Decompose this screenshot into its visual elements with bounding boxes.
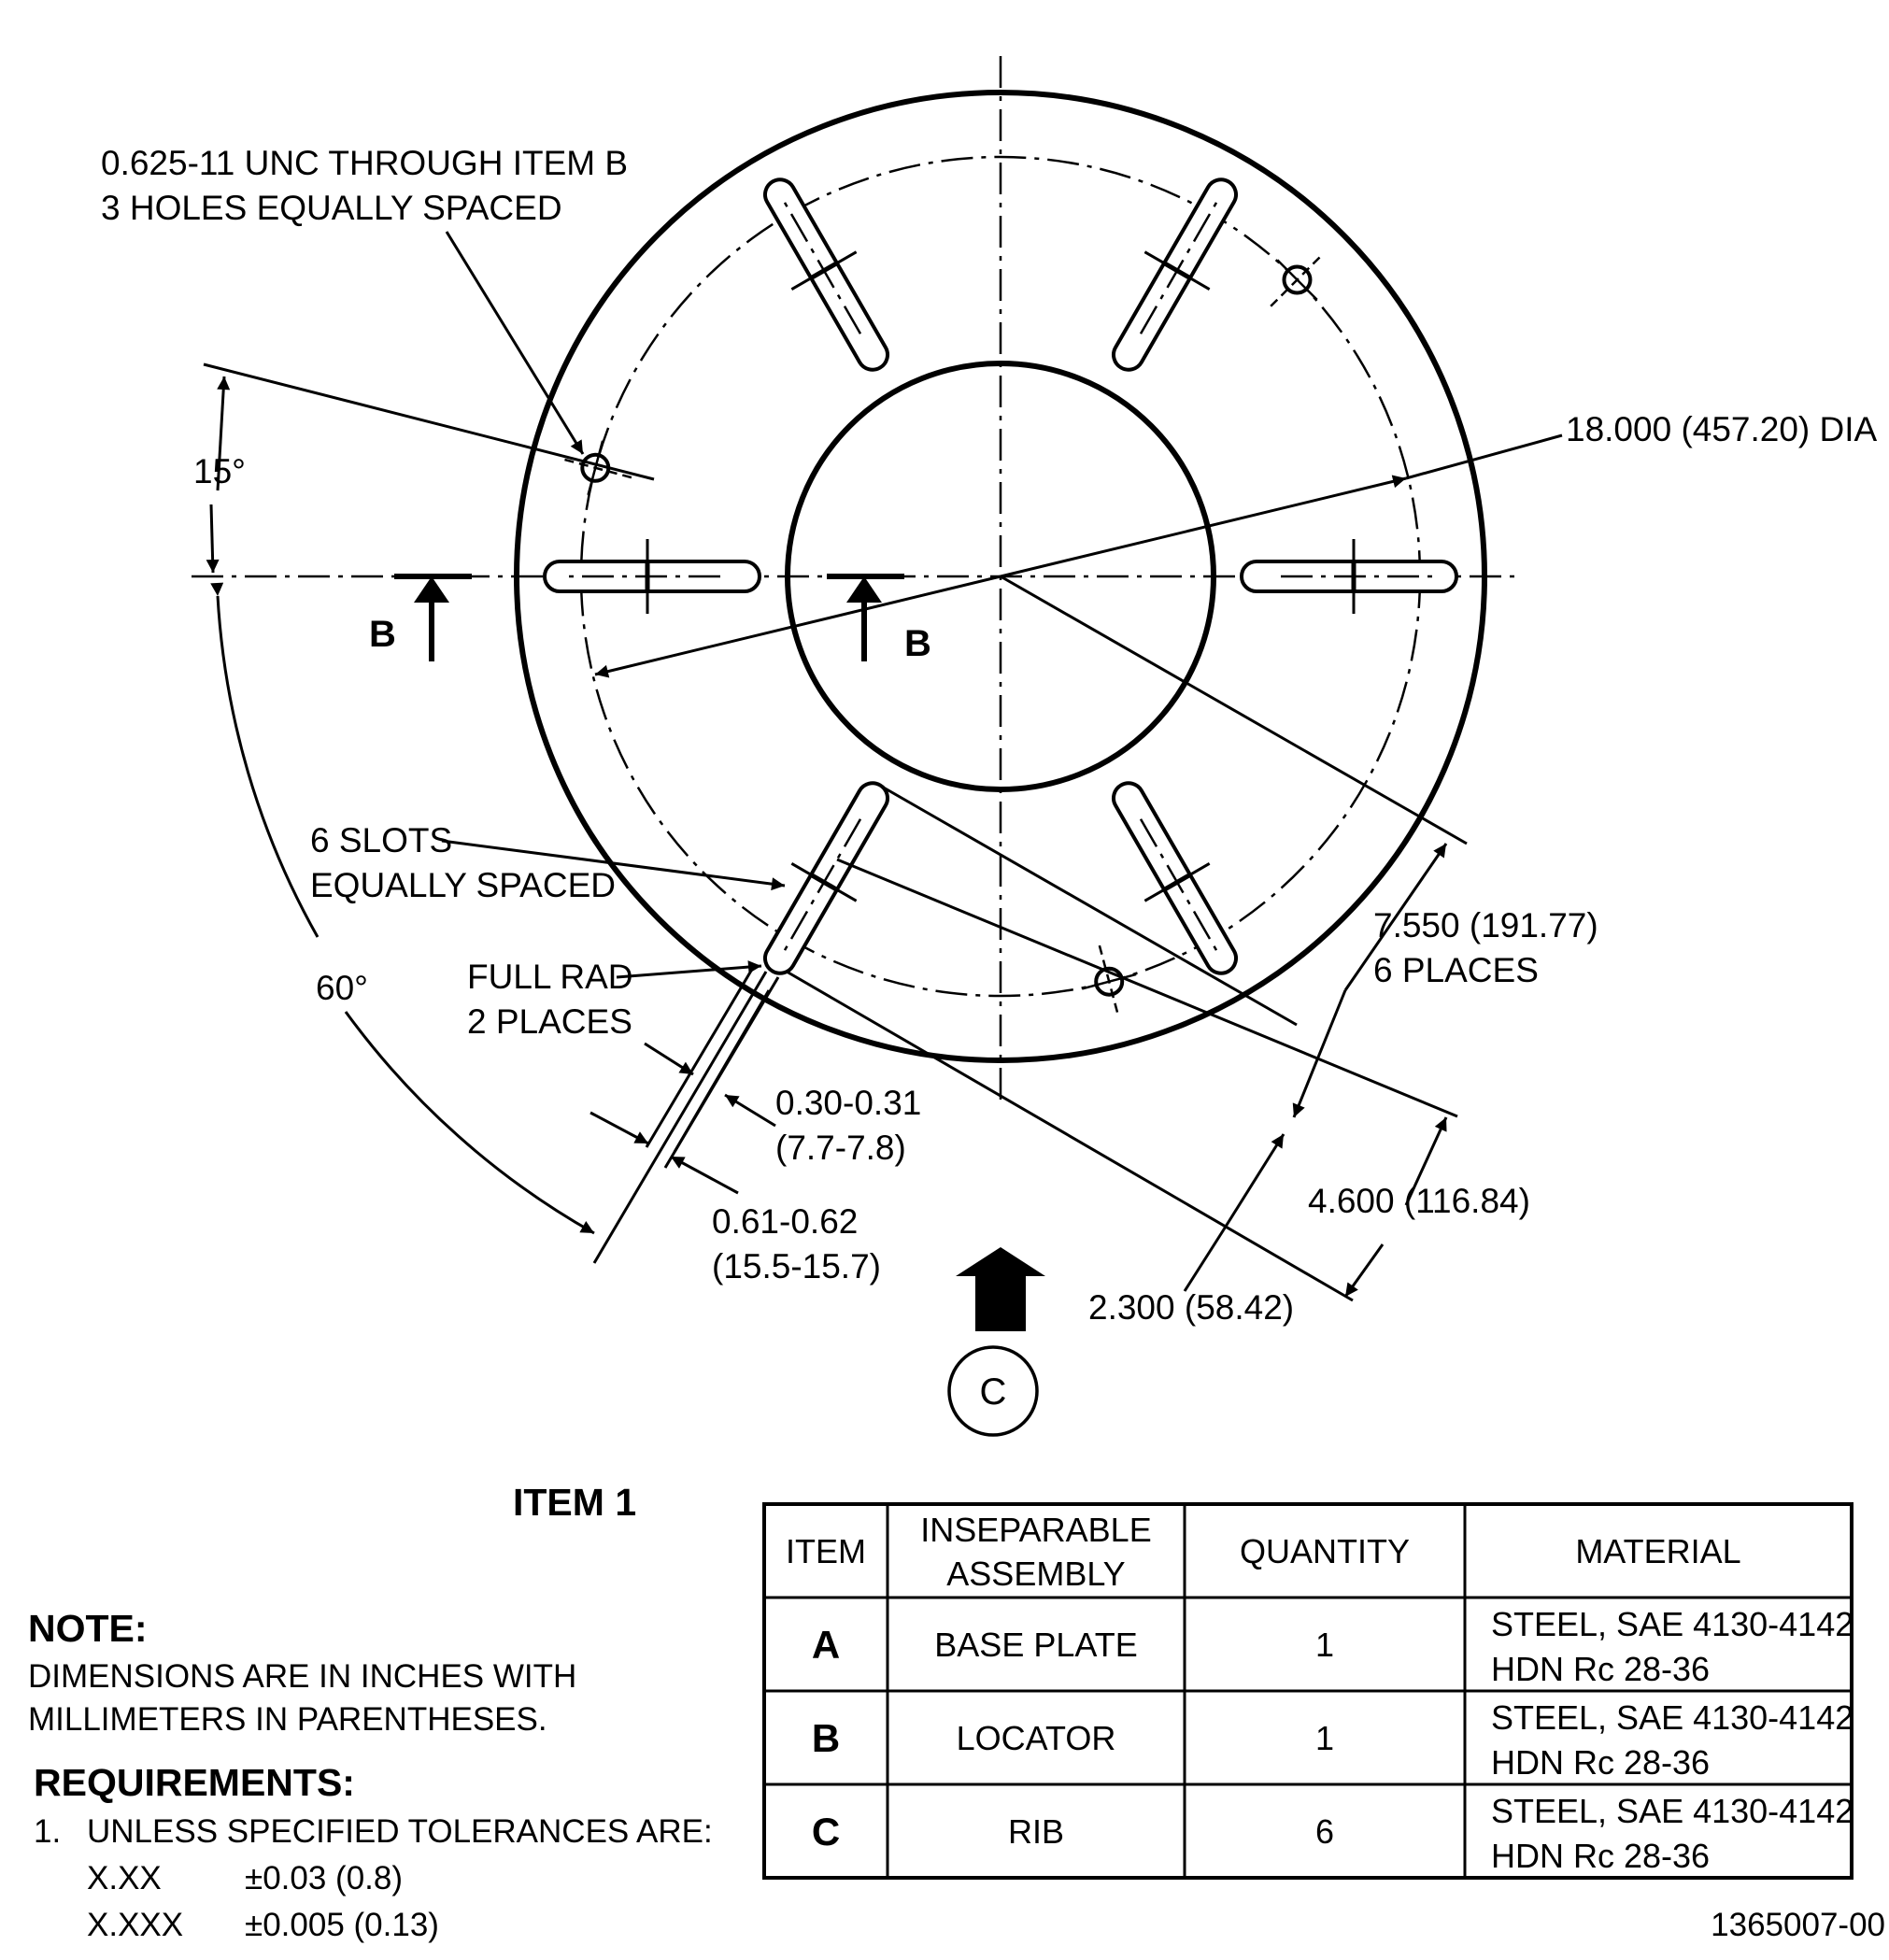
table-cell-quantity: 6 — [1314, 1812, 1335, 1851]
table-cell-assembly: RIB — [1007, 1812, 1065, 1851]
full-rad-callout-line1: FULL RAD — [467, 958, 633, 996]
section-label-left: B — [369, 614, 396, 655]
table-row — [812, 1792, 1853, 1875]
table-cell-material-line2: HDN Rc 28-36 — [1491, 1837, 1711, 1875]
dim-7550-callout-line2: 6 PLACES — [1373, 951, 1539, 989]
table-header-assembly-line2: ASSEMBLY — [946, 1555, 1126, 1593]
table-cell-material-line1: STEEL, SAE 4130-4142 — [1491, 1605, 1854, 1643]
requirement-text: UNLESS SPECIFIED TOLERANCES ARE: — [87, 1813, 713, 1850]
table-row — [812, 1605, 1853, 1688]
dim-2300-callout: 2.300 (58.42) — [1088, 1288, 1295, 1327]
slot — [740, 766, 912, 989]
tolerance-format-1: X.XX — [87, 1860, 162, 1896]
slot — [740, 163, 912, 386]
dim-4600-callout: 4.600 (116.84) — [1308, 1182, 1530, 1220]
table-cell-item: A — [811, 1623, 841, 1667]
view-arrow — [955, 1247, 1046, 1331]
slot — [1088, 163, 1260, 386]
table-rows — [812, 1605, 1853, 1875]
table-cell-assembly: LOCATOR — [956, 1719, 1116, 1757]
tolerance-format-2: X.XXX — [87, 1907, 184, 1943]
tapped-hole-leader — [447, 232, 583, 454]
table-cell-item: C — [811, 1810, 841, 1853]
slot — [545, 539, 760, 614]
slot-length-callout-line2: (15.5-15.7) — [712, 1247, 881, 1285]
slot-length-dimension — [590, 1113, 738, 1193]
angle-60-dimension — [218, 596, 594, 1233]
full-rad-callout-line2: 2 PLACES — [467, 1002, 632, 1041]
angle-60-label: 60° — [316, 969, 368, 1007]
table-cell-material-line1: STEEL, SAE 4130-4142 — [1491, 1792, 1854, 1830]
slot-width-callout-line2: (7.7-7.8) — [775, 1129, 906, 1167]
tolerance-value-1: ±0.03 (0.8) — [245, 1860, 404, 1896]
tapped-hole — [1271, 253, 1324, 306]
drawing-number: 1365007-00 — [1711, 1907, 1885, 1943]
table-cell-material-line1: STEEL, SAE 4130-4142 — [1491, 1698, 1854, 1737]
view-label: C — [979, 1371, 1007, 1413]
tapped-hole-callout-line2: 3 HOLES EQUALLY SPACED — [101, 189, 562, 227]
section-arrow-left — [394, 576, 472, 661]
tolerance-value-2: ±0.005 (0.13) — [245, 1907, 439, 1943]
diameter-dimension — [595, 435, 1562, 675]
slot-width-dimension — [645, 1044, 775, 1126]
note-line1: DIMENSIONS ARE IN INCHES WITH — [28, 1658, 577, 1695]
slots-callout-line2: EQUALLY SPACED — [310, 866, 616, 904]
tapped-hole — [1082, 945, 1136, 1017]
section-arrow-right — [827, 576, 904, 661]
item-title: ITEM 1 — [513, 1481, 637, 1524]
table-cell-quantity: 1 — [1314, 1719, 1335, 1757]
slot — [1242, 539, 1456, 614]
dim-7550-callout-line1: 7.550 (191.77) — [1373, 906, 1598, 944]
table-header-quantity: QUANTITY — [1239, 1532, 1411, 1570]
table-cell-assembly: BASE PLATE — [934, 1626, 1138, 1664]
angle-15-label: 15° — [193, 452, 246, 490]
table-cell-quantity: 1 — [1314, 1626, 1335, 1664]
note-heading: NOTE: — [28, 1607, 148, 1650]
table-cell-material-line2: HDN Rc 28-36 — [1491, 1650, 1711, 1688]
table-header-material: MATERIAL — [1575, 1532, 1741, 1570]
diameter-callout: 18.000 (457.20) DIA — [1566, 410, 1878, 448]
slots-callout-line1: 6 SLOTS — [310, 821, 453, 859]
full-rad-leader — [617, 966, 761, 977]
requirements-heading: REQUIREMENTS: — [34, 1761, 355, 1804]
table-header-item: ITEM — [786, 1532, 866, 1570]
table-cell-item: B — [811, 1716, 841, 1760]
slot-width-callout-line1: 0.30-0.31 — [775, 1084, 922, 1122]
note-line2: MILLIMETERS IN PARENTHESES. — [28, 1701, 547, 1738]
table-cell-material-line2: HDN Rc 28-36 — [1491, 1743, 1711, 1782]
tapped-hole-callout-line1: 0.625-11 UNC THROUGH ITEM B — [101, 144, 629, 182]
tapped-hole — [560, 441, 632, 495]
slot-length-callout-line1: 0.61-0.62 — [712, 1202, 859, 1241]
table-row — [812, 1698, 1853, 1782]
section-label-right: B — [904, 623, 931, 664]
table-header-assembly-line1: INSEPARABLE — [920, 1511, 1152, 1549]
requirement-number: 1. — [34, 1813, 62, 1850]
